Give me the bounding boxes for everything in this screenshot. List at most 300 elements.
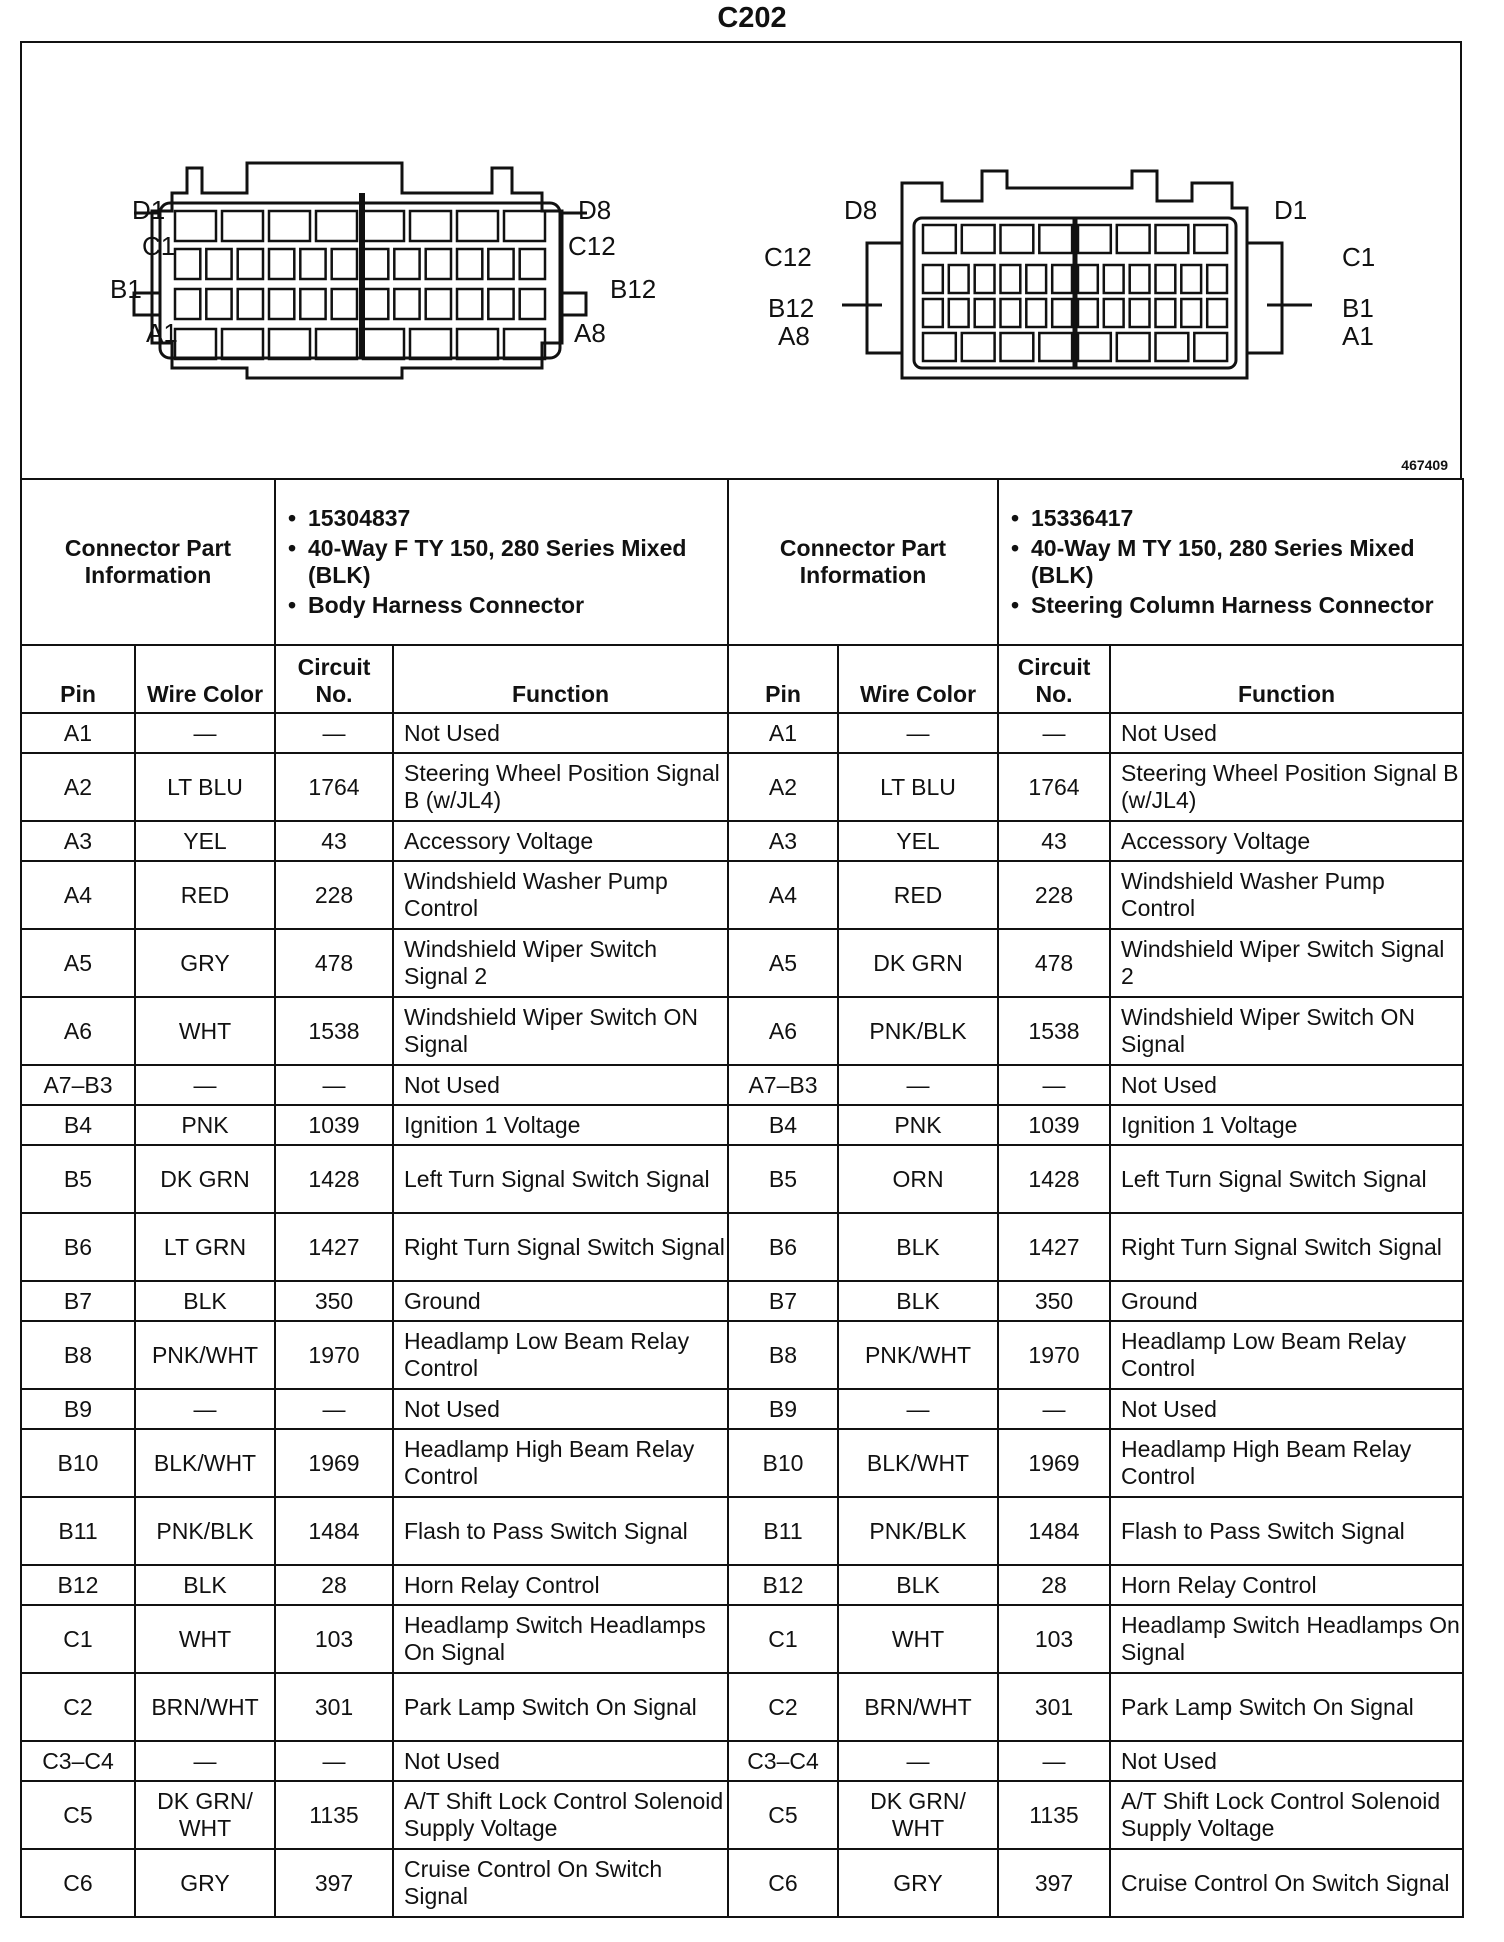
- left-wire-color: BRN/WHT: [135, 1673, 275, 1741]
- right-cavity: [975, 265, 995, 293]
- left-cavity: [332, 289, 357, 319]
- left-pin: B8: [21, 1321, 135, 1389]
- right-pin: B9: [728, 1389, 838, 1429]
- right-pin: A5: [728, 929, 838, 997]
- left-cavity: [394, 289, 419, 319]
- right-circuit: 350: [998, 1281, 1110, 1321]
- right-wire-color: PNK/BLK: [838, 1497, 998, 1565]
- table-row: [21, 821, 1463, 861]
- column-header-row: [21, 645, 1463, 713]
- right-cavity: [1117, 333, 1150, 361]
- right-pin: C1: [728, 1605, 838, 1673]
- left-circuit: —: [275, 1065, 393, 1105]
- left-circuit: 43: [275, 821, 393, 861]
- right-function: Accessory Voltage: [1110, 821, 1463, 861]
- right-function: Not Used: [1110, 1741, 1463, 1781]
- right-cavity: [923, 265, 943, 293]
- left-cavity: [175, 289, 200, 319]
- right-function: Not Used: [1110, 1389, 1463, 1429]
- right-circuit: —: [998, 1741, 1110, 1781]
- left-cavity: [363, 211, 404, 241]
- label-right-a1: A1: [1342, 321, 1374, 351]
- left-wire-color: LT BLU: [135, 753, 275, 821]
- left-circuit: 1538: [275, 997, 393, 1065]
- left-cavity: [394, 249, 419, 279]
- label-left-a8: A8: [574, 318, 606, 348]
- left-circuit: 1135: [275, 1781, 393, 1849]
- right-cavity: [962, 225, 995, 253]
- left-wire-color: LT GRN: [135, 1213, 275, 1281]
- left-cavity: [426, 289, 451, 319]
- left-cavity: [269, 329, 310, 359]
- label-left-c1: C1: [142, 231, 176, 261]
- right-wire-color: —: [838, 1389, 998, 1429]
- left-wire-color: PNK: [135, 1105, 275, 1145]
- right-circuit: 1427: [998, 1213, 1110, 1281]
- left-cavity: [363, 289, 388, 319]
- right-cavity: [1026, 299, 1046, 327]
- connector-info-row: [21, 479, 1463, 645]
- right-cavity: [1104, 265, 1124, 293]
- right-circuit: —: [998, 1389, 1110, 1429]
- table-row: [21, 929, 1463, 997]
- left-cavity: [206, 249, 231, 279]
- right-pin: C6: [728, 1849, 838, 1917]
- right-circuit: 1428: [998, 1145, 1110, 1213]
- right-circuit: 1970: [998, 1321, 1110, 1389]
- right-pin: A2: [728, 753, 838, 821]
- left-pin: A5: [21, 929, 135, 997]
- label-right-a8: A8: [778, 321, 810, 351]
- right-cavity: [1001, 265, 1021, 293]
- right-cavity: [1001, 333, 1034, 361]
- left-pin: C5: [21, 1781, 135, 1849]
- left-function: Not Used: [393, 1741, 728, 1781]
- left-pin: B9: [21, 1389, 135, 1429]
- right-pin: A6: [728, 997, 838, 1065]
- right-latch-left: [867, 243, 902, 353]
- right-pin: B8: [728, 1321, 838, 1389]
- right-function: Headlamp High Beam Relay Control: [1110, 1429, 1463, 1497]
- label-left-b1: B1: [110, 274, 142, 304]
- right-circuit: 1039: [998, 1105, 1110, 1145]
- left-circuit: 1969: [275, 1429, 393, 1497]
- right-cavity: [1052, 299, 1072, 327]
- left-pin: B6: [21, 1213, 135, 1281]
- left-wire-color: DK GRN/ WHT: [135, 1781, 275, 1849]
- right-circuit: 103: [998, 1605, 1110, 1673]
- table-row: [21, 861, 1463, 929]
- left-cavity: [316, 329, 357, 359]
- right-cavity: [1156, 225, 1189, 253]
- label-left-c12: C12: [568, 231, 616, 261]
- right-wire-color: DK GRN/ WHT: [838, 1781, 998, 1849]
- right-wire-color: WHT: [838, 1605, 998, 1673]
- label-right-d8: D8: [844, 195, 878, 225]
- right-pin: B10: [728, 1429, 838, 1497]
- right-function: Not Used: [1110, 1065, 1463, 1105]
- left-circuit: 397: [275, 1849, 393, 1917]
- right-function: Windshield Washer Pump Control: [1110, 861, 1463, 929]
- left-cavity: [410, 211, 451, 241]
- label-right-c1: C1: [1342, 242, 1376, 272]
- left-function: Not Used: [393, 1389, 728, 1429]
- right-cavity: [1130, 265, 1150, 293]
- right-wire-color: BLK/WHT: [838, 1429, 998, 1497]
- right-cavity: [1078, 333, 1111, 361]
- right-circuit: 1484: [998, 1497, 1110, 1565]
- header-right-wire-color: Wire Color: [838, 645, 998, 713]
- left-cavity: [504, 211, 545, 241]
- left-function: Not Used: [393, 713, 728, 753]
- left-circuit: 228: [275, 861, 393, 929]
- right-cavity: [1156, 333, 1189, 361]
- female-connector-face: [134, 163, 587, 378]
- connector-diagram: [20, 41, 1462, 479]
- left-cavity: [269, 249, 294, 279]
- right-wire-color: BLK: [838, 1565, 998, 1605]
- left-circuit: 301: [275, 1673, 393, 1741]
- header-right-circuit: Circuit No.: [998, 645, 1110, 713]
- right-cavity: [1039, 333, 1072, 361]
- left-function: Ignition 1 Voltage: [393, 1105, 728, 1145]
- left-function: Flash to Pass Switch Signal: [393, 1497, 728, 1565]
- right-cavity: [1078, 299, 1098, 327]
- right-pin: A4: [728, 861, 838, 929]
- left-cavity: [238, 289, 263, 319]
- left-cavity: [206, 289, 231, 319]
- right-circuit: 228: [998, 861, 1110, 929]
- left-function: Ground: [393, 1281, 728, 1321]
- table-row: [21, 1065, 1463, 1105]
- right-circuit: —: [998, 1065, 1110, 1105]
- right-cavity: [1001, 225, 1034, 253]
- left-wire-color: BLK/WHT: [135, 1429, 275, 1497]
- table-row: [21, 1849, 1463, 1917]
- right-function: Flash to Pass Switch Signal: [1110, 1497, 1463, 1565]
- right-function: Windshield Wiper Switch Signal 2: [1110, 929, 1463, 997]
- left-cavity: [457, 211, 498, 241]
- right-pin: C5: [728, 1781, 838, 1849]
- right-cavity: [949, 265, 969, 293]
- label-right-b1: B1: [1342, 293, 1374, 323]
- left-cavity: [300, 289, 325, 319]
- right-cavity: [962, 333, 995, 361]
- left-cavity: [363, 249, 388, 279]
- right-info-description: • 40-Way M TY 150, 280 Series Mixed (BLK): [1031, 535, 1454, 589]
- right-cavity: [1078, 225, 1111, 253]
- right-wire-color: BLK: [838, 1213, 998, 1281]
- header-right-function: Function: [1110, 645, 1463, 713]
- right-wire-color: —: [838, 1065, 998, 1105]
- right-cavity: [1207, 299, 1227, 327]
- male-connector-face: [842, 171, 1312, 378]
- right-cavity: [923, 333, 956, 361]
- left-cavity: [269, 211, 310, 241]
- right-pin: C2: [728, 1673, 838, 1741]
- right-pin: A1: [728, 713, 838, 753]
- right-wire-color: PNK/WHT: [838, 1321, 998, 1389]
- header-left-function: Function: [393, 645, 728, 713]
- left-cavity: [426, 249, 451, 279]
- left-info-harness: • Body Harness Connector: [308, 592, 719, 619]
- right-info-part-number: • 15336417: [1031, 505, 1454, 532]
- right-circuit: 397: [998, 1849, 1110, 1917]
- left-function: Headlamp Switch Headlamps On Signal: [393, 1605, 728, 1673]
- left-circuit: 1039: [275, 1105, 393, 1145]
- left-circuit: 1764: [275, 753, 393, 821]
- left-cavity: [457, 249, 482, 279]
- table-row: [21, 753, 1463, 821]
- left-function: Left Turn Signal Switch Signal: [393, 1145, 728, 1213]
- right-wire-color: —: [838, 1741, 998, 1781]
- header-left-circuit: Circuit No.: [275, 645, 393, 713]
- left-pin: A1: [21, 713, 135, 753]
- left-cavity: [457, 289, 482, 319]
- right-wire-color: RED: [838, 861, 998, 929]
- table-row: [21, 1673, 1463, 1741]
- label-left-a1: A1: [146, 318, 178, 348]
- table-row: [21, 1105, 1463, 1145]
- left-info-list: [275, 479, 728, 645]
- right-circuit: 301: [998, 1673, 1110, 1741]
- right-cavity: [1156, 299, 1176, 327]
- left-circuit: 1484: [275, 1497, 393, 1565]
- header-left-wire-color: Wire Color: [135, 645, 275, 713]
- left-pin: C1: [21, 1605, 135, 1673]
- table-row: [21, 1741, 1463, 1781]
- left-latch-right: [560, 293, 586, 315]
- left-circuit: —: [275, 1741, 393, 1781]
- left-function: Not Used: [393, 1065, 728, 1105]
- left-circuit: —: [275, 1389, 393, 1429]
- right-function: Right Turn Signal Switch Signal: [1110, 1213, 1463, 1281]
- left-circuit: 1428: [275, 1145, 393, 1213]
- table-row: [21, 1145, 1463, 1213]
- right-circuit: 1764: [998, 753, 1110, 821]
- table-row: [21, 1605, 1463, 1673]
- right-cavity: [1026, 265, 1046, 293]
- right-function: Windshield Wiper Switch ON Signal: [1110, 997, 1463, 1065]
- table-row: [21, 1213, 1463, 1281]
- left-circuit: —: [275, 713, 393, 753]
- header-left-pin: Pin: [21, 645, 135, 713]
- right-circuit: 28: [998, 1565, 1110, 1605]
- left-wire-color: RED: [135, 861, 275, 929]
- left-function: Accessory Voltage: [393, 821, 728, 861]
- right-circuit: 43: [998, 821, 1110, 861]
- left-wire-color: WHT: [135, 1605, 275, 1673]
- table-row: [21, 1281, 1463, 1321]
- left-cavity: [175, 329, 216, 359]
- table-row: [21, 1429, 1463, 1497]
- right-latch-right: [1247, 243, 1282, 353]
- left-cavity: [488, 289, 513, 319]
- right-circuit: 478: [998, 929, 1110, 997]
- right-circuit: 1538: [998, 997, 1110, 1065]
- label-left-d1: D1: [132, 195, 166, 225]
- label-right-b12: B12: [768, 293, 815, 323]
- left-cavity: [504, 329, 545, 359]
- right-cavity: [923, 299, 943, 327]
- right-wire-color: PNK: [838, 1105, 998, 1145]
- right-info-list: [998, 479, 1463, 645]
- right-cavity: [1207, 265, 1227, 293]
- right-pin: B5: [728, 1145, 838, 1213]
- right-wire-color: —: [838, 713, 998, 753]
- left-wire-color: DK GRN: [135, 1145, 275, 1213]
- left-pin: B4: [21, 1105, 135, 1145]
- left-pin: B7: [21, 1281, 135, 1321]
- left-wire-color: PNK/BLK: [135, 1497, 275, 1565]
- pinout-table: [20, 478, 1464, 1918]
- right-cavity: [1181, 265, 1201, 293]
- left-cavity: [332, 249, 357, 279]
- left-circuit: 103: [275, 1605, 393, 1673]
- left-function: A/T Shift Lock Control Solenoid Supply Voltage: [393, 1781, 728, 1849]
- left-wire-color: —: [135, 1389, 275, 1429]
- right-cavity: [949, 299, 969, 327]
- left-wire-color: GRY: [135, 1849, 275, 1917]
- left-pin: B10: [21, 1429, 135, 1497]
- left-cavity: [457, 329, 498, 359]
- left-cavity: [175, 249, 200, 279]
- table-row: [21, 1321, 1463, 1389]
- left-info-label: Connector Part Information: [21, 479, 275, 645]
- left-info-part-number: • 15304837: [308, 505, 719, 532]
- right-cavity: [1078, 265, 1098, 293]
- left-function: Windshield Wiper Switch ON Signal: [393, 997, 728, 1065]
- right-info-harness: • Steering Column Harness Connector: [1031, 592, 1454, 619]
- figure-number: 467409: [1401, 457, 1448, 473]
- left-circuit: 28: [275, 1565, 393, 1605]
- right-cavity: [1052, 265, 1072, 293]
- left-function: Right Turn Signal Switch Signal: [393, 1213, 728, 1281]
- table-row: [21, 1497, 1463, 1565]
- left-cavity: [410, 329, 451, 359]
- left-pin: C6: [21, 1849, 135, 1917]
- right-cavity: [923, 225, 956, 253]
- right-cavity: [1104, 299, 1124, 327]
- left-wire-color: WHT: [135, 997, 275, 1065]
- left-cavity: [238, 249, 263, 279]
- right-wire-color: DK GRN: [838, 929, 998, 997]
- right-pin: B4: [728, 1105, 838, 1145]
- right-function: Steering Wheel Position Signal B (w/JL4): [1110, 753, 1463, 821]
- left-cavity: [175, 211, 216, 241]
- right-function: Headlamp Low Beam Relay Control: [1110, 1321, 1463, 1389]
- right-info-label: Connector Part Information: [728, 479, 998, 645]
- left-function: Windshield Washer Pump Control: [393, 861, 728, 929]
- right-cavity: [1001, 299, 1021, 327]
- left-circuit: 478: [275, 929, 393, 997]
- right-function: Ground: [1110, 1281, 1463, 1321]
- table-row: [21, 997, 1463, 1065]
- left-pin: B12: [21, 1565, 135, 1605]
- right-pin: A7–B3: [728, 1065, 838, 1105]
- right-wire-color: GRY: [838, 1849, 998, 1917]
- left-circuit: 1970: [275, 1321, 393, 1389]
- right-function: Horn Relay Control: [1110, 1565, 1463, 1605]
- left-cavity: [222, 329, 263, 359]
- left-wire-color: BLK: [135, 1565, 275, 1605]
- right-wire-color: YEL: [838, 821, 998, 861]
- left-cavity: [520, 249, 545, 279]
- right-pin: B12: [728, 1565, 838, 1605]
- left-function: Cruise Control On Switch Signal: [393, 1849, 728, 1917]
- left-wire-color: —: [135, 1741, 275, 1781]
- left-function: Headlamp High Beam Relay Control: [393, 1429, 728, 1497]
- right-wire-color: PNK/BLK: [838, 997, 998, 1065]
- left-function: Windshield Wiper Switch Signal 2: [393, 929, 728, 997]
- right-pin: B11: [728, 1497, 838, 1565]
- right-pin: B6: [728, 1213, 838, 1281]
- right-function: Left Turn Signal Switch Signal: [1110, 1145, 1463, 1213]
- table-row: [21, 1781, 1463, 1849]
- left-pin: A3: [21, 821, 135, 861]
- right-wire-color: BLK: [838, 1281, 998, 1321]
- left-cavity: [363, 329, 404, 359]
- left-pin: A7–B3: [21, 1065, 135, 1105]
- right-cavity: [1117, 225, 1150, 253]
- left-function: Horn Relay Control: [393, 1565, 728, 1605]
- left-info-description: • 40-Way F TY 150, 280 Series Mixed (BLK): [308, 535, 719, 589]
- left-pin: C3–C4: [21, 1741, 135, 1781]
- left-pin: B5: [21, 1145, 135, 1213]
- left-cavity: [316, 211, 357, 241]
- right-cavity: [1156, 265, 1176, 293]
- left-function: Headlamp Low Beam Relay Control: [393, 1321, 728, 1389]
- connector-face-views: [22, 43, 1462, 479]
- right-function: A/T Shift Lock Control Solenoid Supply Voltage: [1110, 1781, 1463, 1849]
- left-circuit: 350: [275, 1281, 393, 1321]
- right-cavity: [975, 299, 995, 327]
- table-row: [21, 1565, 1463, 1605]
- connector-title: C202: [717, 2, 787, 34]
- left-wire-color: PNK/WHT: [135, 1321, 275, 1389]
- left-cavity: [222, 211, 263, 241]
- table-row: [21, 713, 1463, 753]
- right-function: Headlamp Switch Headlamps On Signal: [1110, 1605, 1463, 1673]
- left-cavity: [300, 249, 325, 279]
- left-pin: B11: [21, 1497, 135, 1565]
- left-cavity: [488, 249, 513, 279]
- left-wire-color: BLK: [135, 1281, 275, 1321]
- right-cavity: [1039, 225, 1072, 253]
- left-function: Steering Wheel Position Signal B (w/JL4): [393, 753, 728, 821]
- left-pin: A6: [21, 997, 135, 1065]
- right-circuit: 1135: [998, 1781, 1110, 1849]
- right-function: Park Lamp Switch On Signal: [1110, 1673, 1463, 1741]
- left-wire-color: GRY: [135, 929, 275, 997]
- left-pin: A2: [21, 753, 135, 821]
- left-pin: C2: [21, 1673, 135, 1741]
- right-cavity: [1181, 299, 1201, 327]
- right-function: Not Used: [1110, 713, 1463, 753]
- right-cavity: [1194, 225, 1227, 253]
- right-pin: A3: [728, 821, 838, 861]
- left-wire-color: —: [135, 713, 275, 753]
- right-wire-color: LT BLU: [838, 753, 998, 821]
- left-wire-color: —: [135, 1065, 275, 1105]
- right-wire-color: ORN: [838, 1145, 998, 1213]
- right-pin: C3–C4: [728, 1741, 838, 1781]
- right-function: Cruise Control On Switch Signal: [1110, 1849, 1463, 1917]
- label-left-d8: D8: [578, 195, 612, 225]
- left-function: Park Lamp Switch On Signal: [393, 1673, 728, 1741]
- header-right-pin: Pin: [728, 645, 838, 713]
- right-circuit: —: [998, 713, 1110, 753]
